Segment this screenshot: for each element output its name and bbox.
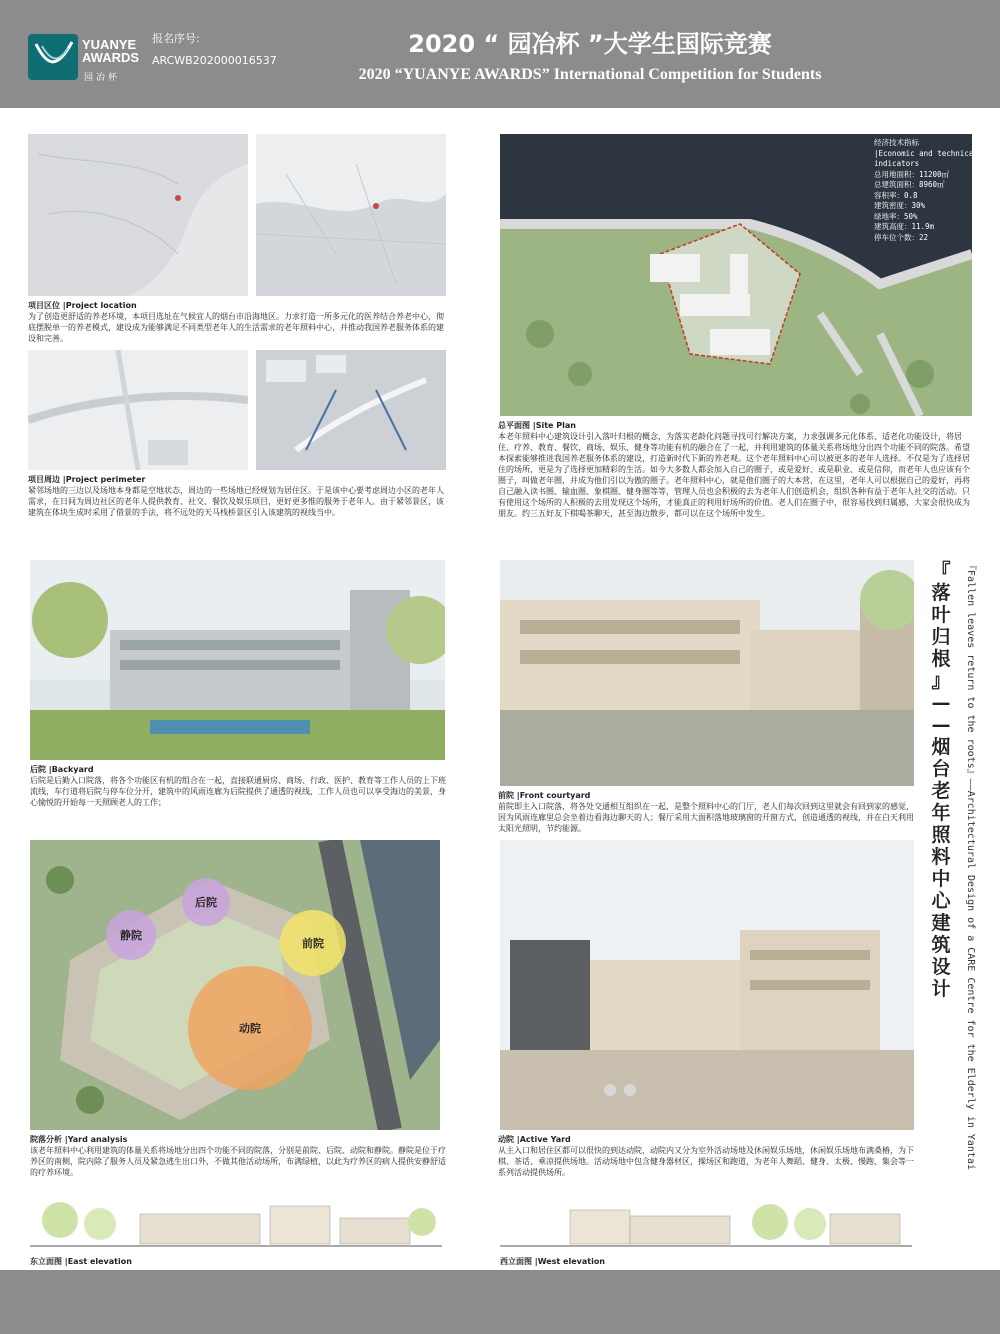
vertical-title-cn-a: 『 落 叶 归 根 』	[931, 560, 951, 692]
active-yard-caption	[498, 1134, 916, 1178]
registration-block	[152, 28, 277, 72]
econ-item: 建筑密度：30%	[874, 201, 926, 210]
east-elevation-drawing	[30, 1196, 442, 1256]
zone-front-yard: 前院	[280, 910, 346, 976]
registration-number: ARCWB202000016537	[152, 54, 277, 67]
active-yard-render	[500, 840, 914, 1130]
zone-quiet-yard: 静院	[106, 910, 156, 960]
vertical-title-cn-b: 烟 台 老 年 照 料 中 心 建 筑 设 计	[931, 736, 951, 1000]
competition-title-en: 2020 “YUANYE AWARDS” International Competition for Students	[358, 66, 822, 83]
vertical-title-cn	[928, 560, 954, 1000]
east-elevation-label: 东立面图 |East elevation	[30, 1257, 132, 1266]
site-plan-text: 本老年照料中心建筑设计引入落叶归根的概念，为落实老龄化问题寻找可行解决方案，力求强调多元化体系、适老化功能设计，将居住、疗养、教育、餐饮、商场、娱乐、健身等功能有机的融合在了一起，并利用建筑的体量关系将场地分出四个功能不同的院落。希望本探索能够推进我国养老服务体系的建设，打造新时代下新的养老观。这个老年照料中心可以被更多的老年人选择。不仅是为了选择居住的场所，更是为了选择更加精彩的生活。如今大多数人都会加入自己的圈子，或是爱好、或是职业、或是信仰，而老年人也应该有个圈子，叫做老年圈，并成为他们引以为傲的圈子。老年照料中心，就是他们圈子的大本营，在这里，老年人可以根据自己的爱好，再将自己融入读书圈、输血圈、象棋圈、健身圈等等，管理人员也会积极的去为老年人们创造机会，组织各种有益于老年人社交的活动。只有使用这个场所的人积极的去用发现这个场所，才能真正的利用好场所的价值。老人们在圈子中，很容易找到归属感，大家会很快成为朋友。约三五好友下棋喝茶聊天，甚至海边散步，都可以在这个场所中发生。	[498, 432, 970, 518]
yard-analysis-caption	[30, 1134, 446, 1178]
econ-item: 建筑高度：11.9m	[874, 222, 935, 231]
vertical-title-dash: — —	[931, 692, 951, 736]
west-elevation-drawing	[500, 1196, 912, 1256]
header-bar	[0, 0, 1000, 110]
front-courtyard-title: 前院 |Front courtyard	[498, 791, 591, 800]
region-map-image	[256, 134, 446, 296]
yard-analysis-diagram	[30, 840, 440, 1130]
registration-label: 报名序号:	[152, 32, 200, 45]
perimeter-street-map	[28, 350, 248, 470]
econ-item: 停车位个数：22	[874, 232, 929, 242]
econ-item: 总用地面积：11200㎡	[874, 169, 950, 179]
location-title: 项目区位 |Project location	[28, 301, 137, 310]
vertical-title-en-text: 『Fallen leaves return to the roots』——Architectural Design of a CARE Centre for the Elderly in Yantai	[965, 560, 976, 1171]
econ-item: 容积率：0.8	[874, 190, 918, 200]
perimeter-title: 项目周边 |Project perimeter	[28, 475, 146, 484]
location-caption	[28, 300, 446, 344]
econ-item: 总建筑面积：8960㎡	[874, 180, 945, 189]
front-courtyard-text: 前院即主入口院落，将各处交通相互组织在一起，是整个照料中心的门厅，老人们每次回到这里就会有回到家的感觉，因为风雨连廊里总会坐着边看海边聊天的人；餐厅采用大面积落地玻璃窗的开窗方式，创造通透的视线，并在白天利用太阳光照明，节约能源。	[498, 802, 914, 833]
yuanye-awards-logo	[28, 34, 148, 83]
perimeter-caption	[28, 474, 446, 518]
zone-active-yard: 动院	[188, 966, 312, 1090]
perimeter-text: 紧邻场地的三边以及场地本身都是空地状态，周边的一些场地已经规划为居住区。于是该中心要考虑周边小区的老年人需求，在日间为周边社区的老年人提供教育、社交、餐饮及娱乐项目，更好更多惟的服务于老年人。由于紧邻景区，该建筑在体块生成时采用了借景的手法，将不远处的天马栈桥景区引入该建筑的视线当中。	[28, 486, 444, 517]
econ-title-en: |Economic and technical indicators	[874, 148, 978, 168]
east-elevation-title	[30, 1256, 230, 1267]
logo-line2: AWARDS	[82, 50, 140, 65]
vertical-title-en	[965, 560, 986, 1171]
west-elevation-label: 西立面图 |West elevation	[500, 1257, 606, 1266]
logo-leaf-icon	[28, 34, 78, 80]
yard-analysis-title: 院落分析 |Yard analysis	[30, 1135, 128, 1144]
econ-title-cn: 经济技术指标	[874, 138, 919, 147]
backyard-render	[30, 560, 445, 760]
china-map-image	[28, 134, 248, 296]
logo-line1: YUANYE	[82, 37, 137, 52]
front-courtyard-caption	[498, 790, 916, 834]
logo-wordmark	[82, 38, 139, 64]
backyard-text: 后院是后勤入口院落，将各个功能区有机的组合在一起，直接联通厨房、商场、行政、医护、教育等工作人员的上下班流线，车行道将后院与停车位分开，建筑中的风雨连廊为后院提供了通透的视线，工作人员也可以享受海边的美景，身心愉悦的开始每一天照顾老人的工作；	[30, 776, 446, 807]
backyard-title: 后院 |Backyard	[30, 765, 94, 774]
site-plan-title: 总平面图 |Site Plan	[498, 421, 576, 430]
economic-indicators	[874, 138, 984, 243]
site-plan-caption	[498, 420, 972, 519]
footer-bar	[0, 1270, 1000, 1334]
active-yard-title: 动院 |Active Yard	[498, 1135, 571, 1144]
perimeter-axonometric-map	[256, 350, 446, 470]
yard-analysis-text: 该老年照料中心利用建筑的体量关系将场地分出四个功能不同的院落，分别是前院、后院、动院和静院。静院是位于疗养区的南侧，院内除了服务人员及紧急逃生出口外，不做其他活动场所，布满绿植，以此为疗养区的病人提供安静舒适的疗养环境。	[30, 1146, 446, 1177]
backyard-caption	[30, 764, 446, 808]
econ-item: 绿地率：50%	[874, 211, 918, 221]
location-text: 为了创造更舒适的养老环境，本项目选址在气候宜人的烟台市沿海地区。力求打造一所多元化的医养结合养老中心，彻底摆脱单一的养老模式，建设成为能够满足不同类型老年人的生活需求的老年照料中心，并推动我国养老服务体系的建设和完善。	[28, 312, 444, 343]
zone-back-yard: 后院	[182, 878, 230, 926]
logo-cn-text: 园冶杯	[84, 73, 121, 83]
competition-title-cn: 2020 “ 园冶杯 ”大学生国际竞赛	[408, 30, 772, 58]
active-yard-text: 从主入口和居住区都可以很快的到达动院，动院内又分为室外活动场地及休闲娱乐场地，休闲娱乐场地布满桑椿，为下棋、茶话、乘凉提供场地。活动场地中包含健身器材区，操场区和跑道，为老年人舞蹈、健身、太极、慢跑、集会等一系列活动提供场所。	[498, 1146, 914, 1177]
west-elevation-title	[500, 1256, 700, 1267]
front-courtyard-render	[500, 560, 914, 786]
